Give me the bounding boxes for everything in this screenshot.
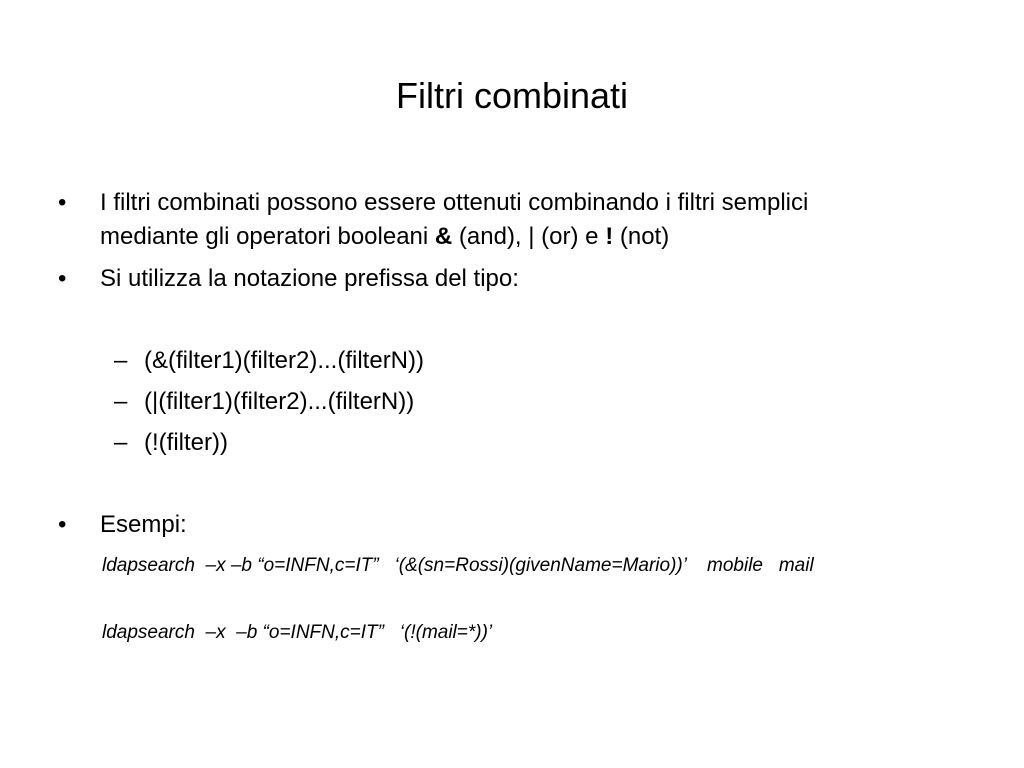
and-operator: & <box>434 223 453 250</box>
dash-marker: – <box>114 388 128 415</box>
bullet-marker: • <box>58 265 67 292</box>
sub-item-text: (&(filter1)(filter2)...(filterN)) <box>144 347 424 374</box>
bullet-text-line2-start: mediante gli operatori booleani <box>100 223 435 250</box>
sub-item-text: (!(filter)) <box>144 429 228 456</box>
bullet-text <box>100 186 960 254</box>
not-operator: ! <box>605 223 614 250</box>
dash-marker: – <box>114 429 128 456</box>
dash-marker: – <box>114 347 128 374</box>
bullet-marker: • <box>58 189 67 216</box>
example-command-2: ldapsearch –x –b “o=INFN,c=IT” ‘(!(mail=*))’ <box>102 622 493 643</box>
slide-title: Filtri combinati <box>395 75 629 116</box>
bullet-text: Esempi: <box>100 511 187 538</box>
bullet-text-line2-mid: (and), | (or) e <box>452 223 606 250</box>
bullet-text-line2-end: (not) <box>613 223 670 250</box>
sub-item-text: (|(filter1)(filter2)...(filterN)) <box>144 388 415 415</box>
bullet-text: Si utilizza la notazione prefissa del tipo: <box>100 265 519 292</box>
bullet-marker: • <box>58 511 67 538</box>
bullet-text-line1: I filtri combinati possono essere ottenuti combinando i filtri semplici <box>100 189 809 216</box>
example-command-1: ldapsearch –x –b “o=INFN,c=IT” ‘(&(sn=Rossi)(givenName=Mario))’ mobile mail <box>102 555 814 576</box>
